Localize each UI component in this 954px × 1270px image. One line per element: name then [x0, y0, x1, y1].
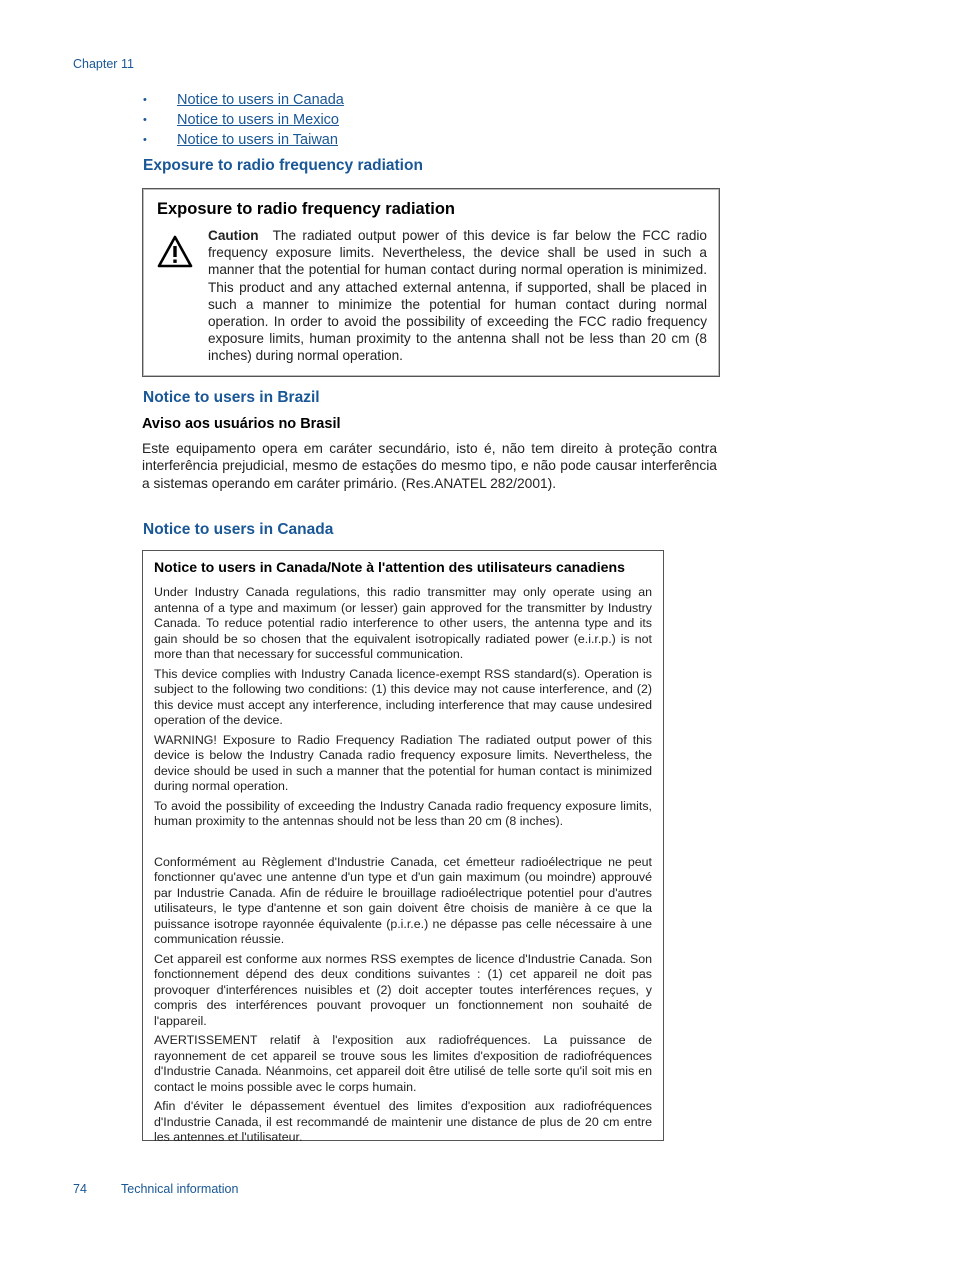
warning-triangle-icon — [157, 235, 193, 269]
page-number: 74 — [73, 1182, 87, 1196]
canada-paragraph-fr: AVERTISSEMENT relatif à l'exposition aux radiofréquences. La puissance de rayonnement de cet appareil se trouve sous les limites d'exposition de radiofréquences d'Industrie Canada. Néanmoins, cet appareil doit être utilisé de telle sorte qu'il soit mis en contact le moins possible avec le corps humain. — [154, 1033, 652, 1094]
canada-paragraph: To avoid the possibility of exceeding the Industry Canada radio frequency exposure limits, human proximity to the antennas should not be less than 20 cm (8 inches). — [154, 798, 652, 828]
bullet: • — [143, 134, 147, 146]
brazil-notice-text: Este equipamento opera em caráter secundário, isto é, não tem direito à proteção contra interferência prejudicial, mesmo de estações do mesmo tipo, e não pode causar interferência a sistemas operando em caráter primário. (Res.ANATEL 282/2001). — [142, 441, 717, 491]
footer-section-label: Technical information — [121, 1182, 239, 1196]
bullet: • — [143, 94, 147, 106]
list-item — [143, 90, 344, 110]
brazil-heading: Notice to users in Brazil — [143, 389, 320, 406]
canada-paragraph-fr: Conformément au Règlement d'Industrie Canada, cet émetteur radioélectrique ne peut fonctionner qu'avec une antenne d'un type et d'un gain maximum (ou moindre) approuvé par Industrie Canada. Afin de réduire le brouillage radioélectrique potentiel pour d'autres utilisateurs, le type d'antenne et son gain doivent être choisis de manière à ce que la puissance isotrope rayonnée équivalente (p.i.r.e.) ne dépasse pas celle nécessaire à une communication réussie. — [154, 854, 652, 946]
list-item — [143, 110, 344, 130]
link-mexico[interactable]: Notice to users in Mexico — [177, 112, 339, 128]
notice-link-list — [143, 90, 344, 150]
exposure-heading: Exposure to radio frequency radiation — [143, 157, 423, 174]
canada-paragraph: WARNING! Exposure to Radio Frequency Radiation The radiated output power of this device is below the Industry Canada radio frequency exposure limits. Nevertheless, the device should be used in such a manner that the potential for human contact is minimized during normal operation. — [154, 732, 652, 793]
exposure-box-title: Exposure to radio frequency radiation — [157, 200, 455, 218]
caution-label: Caution — [208, 228, 259, 243]
list-item — [143, 130, 344, 150]
canada-paragraph-fr: Afin d'éviter le dépassement éventuel des limites d'exposition aux radiofréquences d'Industrie Canada, il est recommandé de maintenir une distance de plus de 20 cm entre les antennes et l'utilisateur. — [154, 1099, 652, 1144]
exposure-notice-box — [142, 188, 720, 377]
canada-notice-box — [142, 550, 664, 1144]
caution-text: The radiated output power of this device is far below the FCC radio frequency exposure limits. Nevertheless, the device shall be used in such a manner that the potential for human contact during normal operation is minimized. This product and any attached external antenna, if supported, shall be placed in such a manner to minimize the potential for human contact during normal operation. In order to avoid the possibility of exceeding the FCC radio frequency exposure limits, human proximity to the antenna shall not be less than 20 cm (8 inches) during normal operation. — [208, 228, 707, 364]
link-canada[interactable]: Notice to users in Canada — [177, 92, 344, 108]
canada-paragraph: This device complies with Industry Canada licence-exempt RSS standard(s). Operation is subject to the following two conditions: (1) this device may not cause interference, and (2) this device must accept any interference, including interference that may cause undesired operation of the device. — [154, 666, 652, 727]
bullet: • — [143, 114, 147, 126]
link-taiwan[interactable]: Notice to users in Taiwan — [177, 132, 338, 148]
canada-paragraph-fr: Cet appareil est conforme aux normes RSS exemptes de licence d'Industrie Canada. Son fonctionnement dépend des deux conditions suivantes : (1) cet appareil ne doit pas provoquer d'interférences nuisibles et (2) doit accepter toutes interférences reçues, y compris des interférences pouvant provoquer un fonctionnement non souhaité de l'appareil. — [154, 951, 652, 1028]
chapter-label: Chapter 11 — [73, 57, 134, 71]
canada-box-title: Notice to users in Canada/Note à l'attention des utilisateurs canadiens — [154, 559, 625, 575]
caution-paragraph — [208, 227, 707, 365]
brazil-notice-title: Aviso aos usuários no Brasil — [142, 416, 341, 432]
canada-notice-body — [154, 585, 652, 1150]
canada-heading: Notice to users in Canada — [143, 521, 334, 538]
canada-paragraph: Under Industry Canada regulations, this radio transmitter may only operate using an antenna of a type and maximum (or lesser) gain approved for the transmitter by Industry Canada. To reduce potential radio interference to other users, the antenna type and its gain should be so chosen that the equivalent isotropically radiated power (e.i.r.p.) is not more than that necessary for successful communication. — [154, 585, 652, 661]
